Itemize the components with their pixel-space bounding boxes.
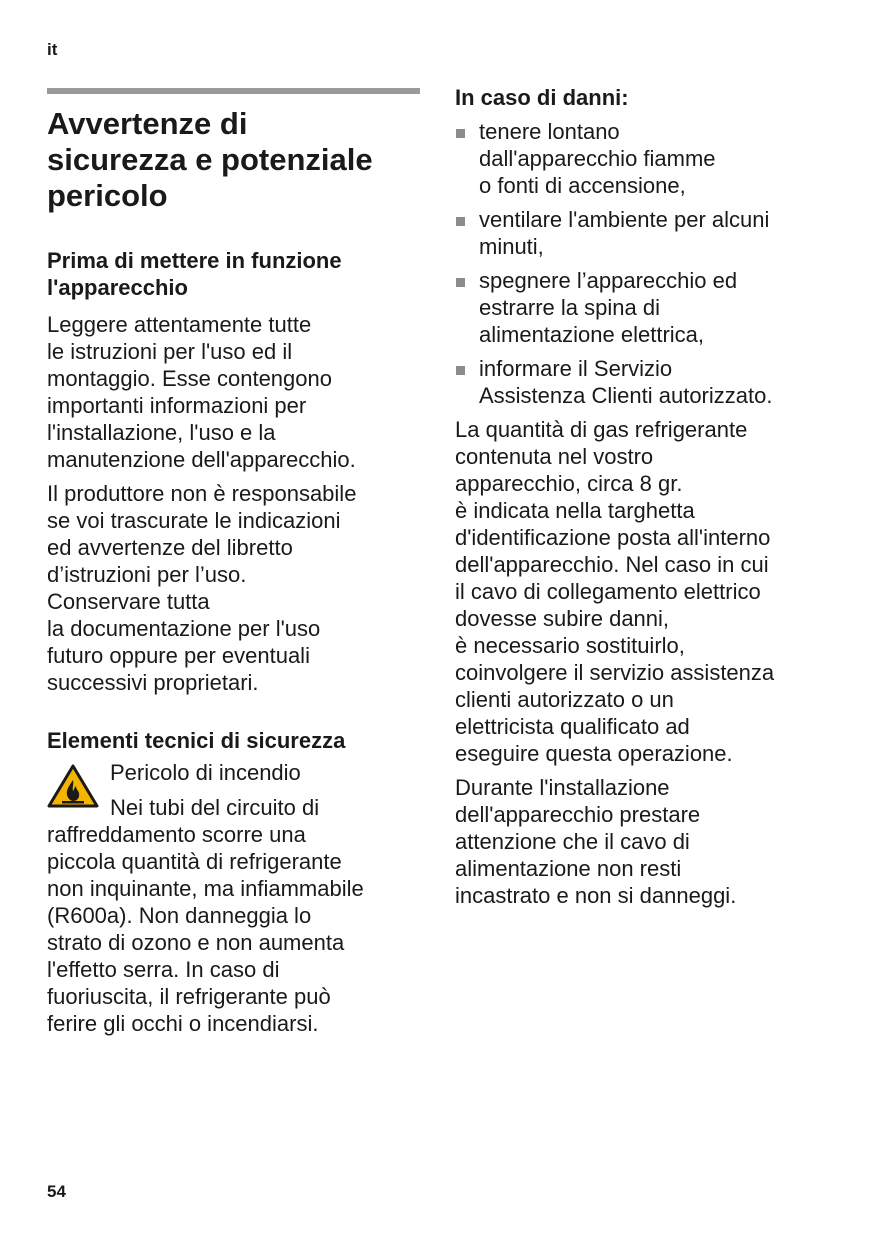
text-line: (R600a). Non danneggia lo — [47, 903, 312, 928]
title-rule — [47, 88, 420, 94]
text-line: Il produttore non è responsabile — [47, 481, 357, 506]
text-line: l'installazione, l'uso e la — [47, 420, 276, 445]
list-item — [455, 355, 835, 409]
text-line: piccola quantità di refrigerante — [47, 849, 342, 874]
text-line: clienti autorizzato o un — [455, 687, 674, 712]
text-line: Durante l'installazione — [455, 775, 670, 800]
text-line: alimentazione elettrica, — [479, 322, 705, 347]
bullet-square-icon — [456, 129, 465, 138]
list-item — [455, 267, 835, 348]
text-line: importanti informazioni per — [47, 393, 307, 418]
text-line: eseguire questa operazione. — [455, 741, 733, 766]
paragraph-manufacturer-liability — [47, 480, 420, 696]
text-line: estrarre la spina di — [479, 295, 660, 320]
text-line: è necessario sostituirlo, — [455, 633, 685, 658]
text-line: l'effetto serra. In caso di — [47, 957, 280, 982]
text-line: alimentazione non resti — [455, 856, 682, 881]
page-title — [47, 106, 420, 214]
text-line: dell'apparecchio prestare — [455, 802, 701, 827]
left-column — [47, 88, 420, 1037]
section-heading-damage: In caso di danni: — [455, 85, 629, 110]
right-column — [455, 84, 835, 909]
text-line: ventilare l'ambiente per alcuni — [479, 207, 770, 232]
text-line: incastrato e non si danneggi. — [455, 883, 737, 908]
flammable-warning-icon — [47, 763, 99, 809]
warning-body — [47, 821, 420, 1037]
language-tag: it — [47, 40, 58, 59]
text-line: tenere lontano — [479, 119, 620, 144]
text-line: coinvolgere il servizio assistenza — [455, 660, 775, 685]
text-line: dovesse subire danni, — [455, 606, 670, 631]
text-line: informare il Servizio — [479, 356, 673, 381]
text-line: fuoriuscita, il refrigerante può — [47, 984, 331, 1009]
text-line: se voi trascurate le indicazioni — [47, 508, 341, 533]
text-line: minuti, — [479, 234, 544, 259]
text-line: spegnere l’apparecchio ed — [479, 268, 738, 293]
heading-line: l'apparecchio — [47, 275, 188, 300]
bullet-square-icon — [456, 278, 465, 287]
text-line: successivi proprietari. — [47, 670, 259, 695]
text-line: montaggio. Esse contengono — [47, 366, 332, 391]
page-number: 54 — [47, 1182, 66, 1201]
text-line: o fonti di accensione, — [479, 173, 686, 198]
list-item — [455, 206, 835, 260]
text-line: d’istruzioni per l’uso. — [47, 562, 247, 587]
paragraph-read-instructions — [47, 311, 420, 473]
text-line: ed avvertenze del libretto — [47, 535, 293, 560]
heading-line: Prima di mettere in funzione — [47, 248, 342, 273]
text-line: non inquinante, ma infiammabile — [47, 876, 364, 901]
text-line: contenuta nel vostro — [455, 444, 654, 469]
warning-title: Pericolo di incendio — [110, 760, 301, 785]
title-line: pericolo — [47, 178, 168, 213]
text-line: dall'apparecchio fiamme — [479, 146, 716, 171]
text-line: futuro oppure per eventuali — [47, 643, 310, 668]
text-line: La quantità di gas refrigerante — [455, 417, 748, 442]
text-line: il cavo di collegamento elettrico — [455, 579, 761, 604]
title-line: sicurezza e potenziale — [47, 142, 373, 177]
text-line: attenzione che il cavo di — [455, 829, 690, 854]
section-heading-before-use — [47, 247, 420, 301]
bullet-square-icon — [456, 217, 465, 226]
text-line: le istruzioni per l'uso ed il — [47, 339, 293, 364]
section-heading-safety-elements: Elementi tecnici di sicurezza — [47, 728, 346, 753]
text-line: elettricista qualificato ad — [455, 714, 690, 739]
text-line: è indicata nella targhetta — [455, 498, 695, 523]
text-line: strato di ozono e non aumenta — [47, 930, 345, 955]
text-line: ferire gli occhi o incendiarsi. — [47, 1011, 319, 1036]
text-line: la documentazione per l'uso — [47, 616, 321, 641]
bullet-square-icon — [456, 366, 465, 375]
text-line: dell'apparecchio. Nel caso in cui — [455, 552, 769, 577]
title-line: Avvertenze di — [47, 106, 248, 141]
paragraph-installation-care — [455, 774, 835, 909]
text-line: d'identificazione posta all'interno — [455, 525, 771, 550]
damage-instructions-list — [455, 118, 835, 409]
paragraph-refrigerant-quantity — [455, 416, 835, 767]
text-line: apparecchio, circa 8 gr. — [455, 471, 683, 496]
list-item — [455, 118, 835, 199]
fire-hazard-warning — [47, 759, 420, 1037]
text-line: manutenzione dell'apparecchio. — [47, 447, 356, 472]
warning-lead-line: Nei tubi del circuito di — [110, 795, 320, 820]
text-line: raffreddamento scorre una — [47, 822, 306, 847]
text-line: Leggere attentamente tutte — [47, 312, 312, 337]
text-line: Conservare tutta — [47, 589, 210, 614]
text-line: Assistenza Clienti autorizzato. — [479, 383, 773, 408]
